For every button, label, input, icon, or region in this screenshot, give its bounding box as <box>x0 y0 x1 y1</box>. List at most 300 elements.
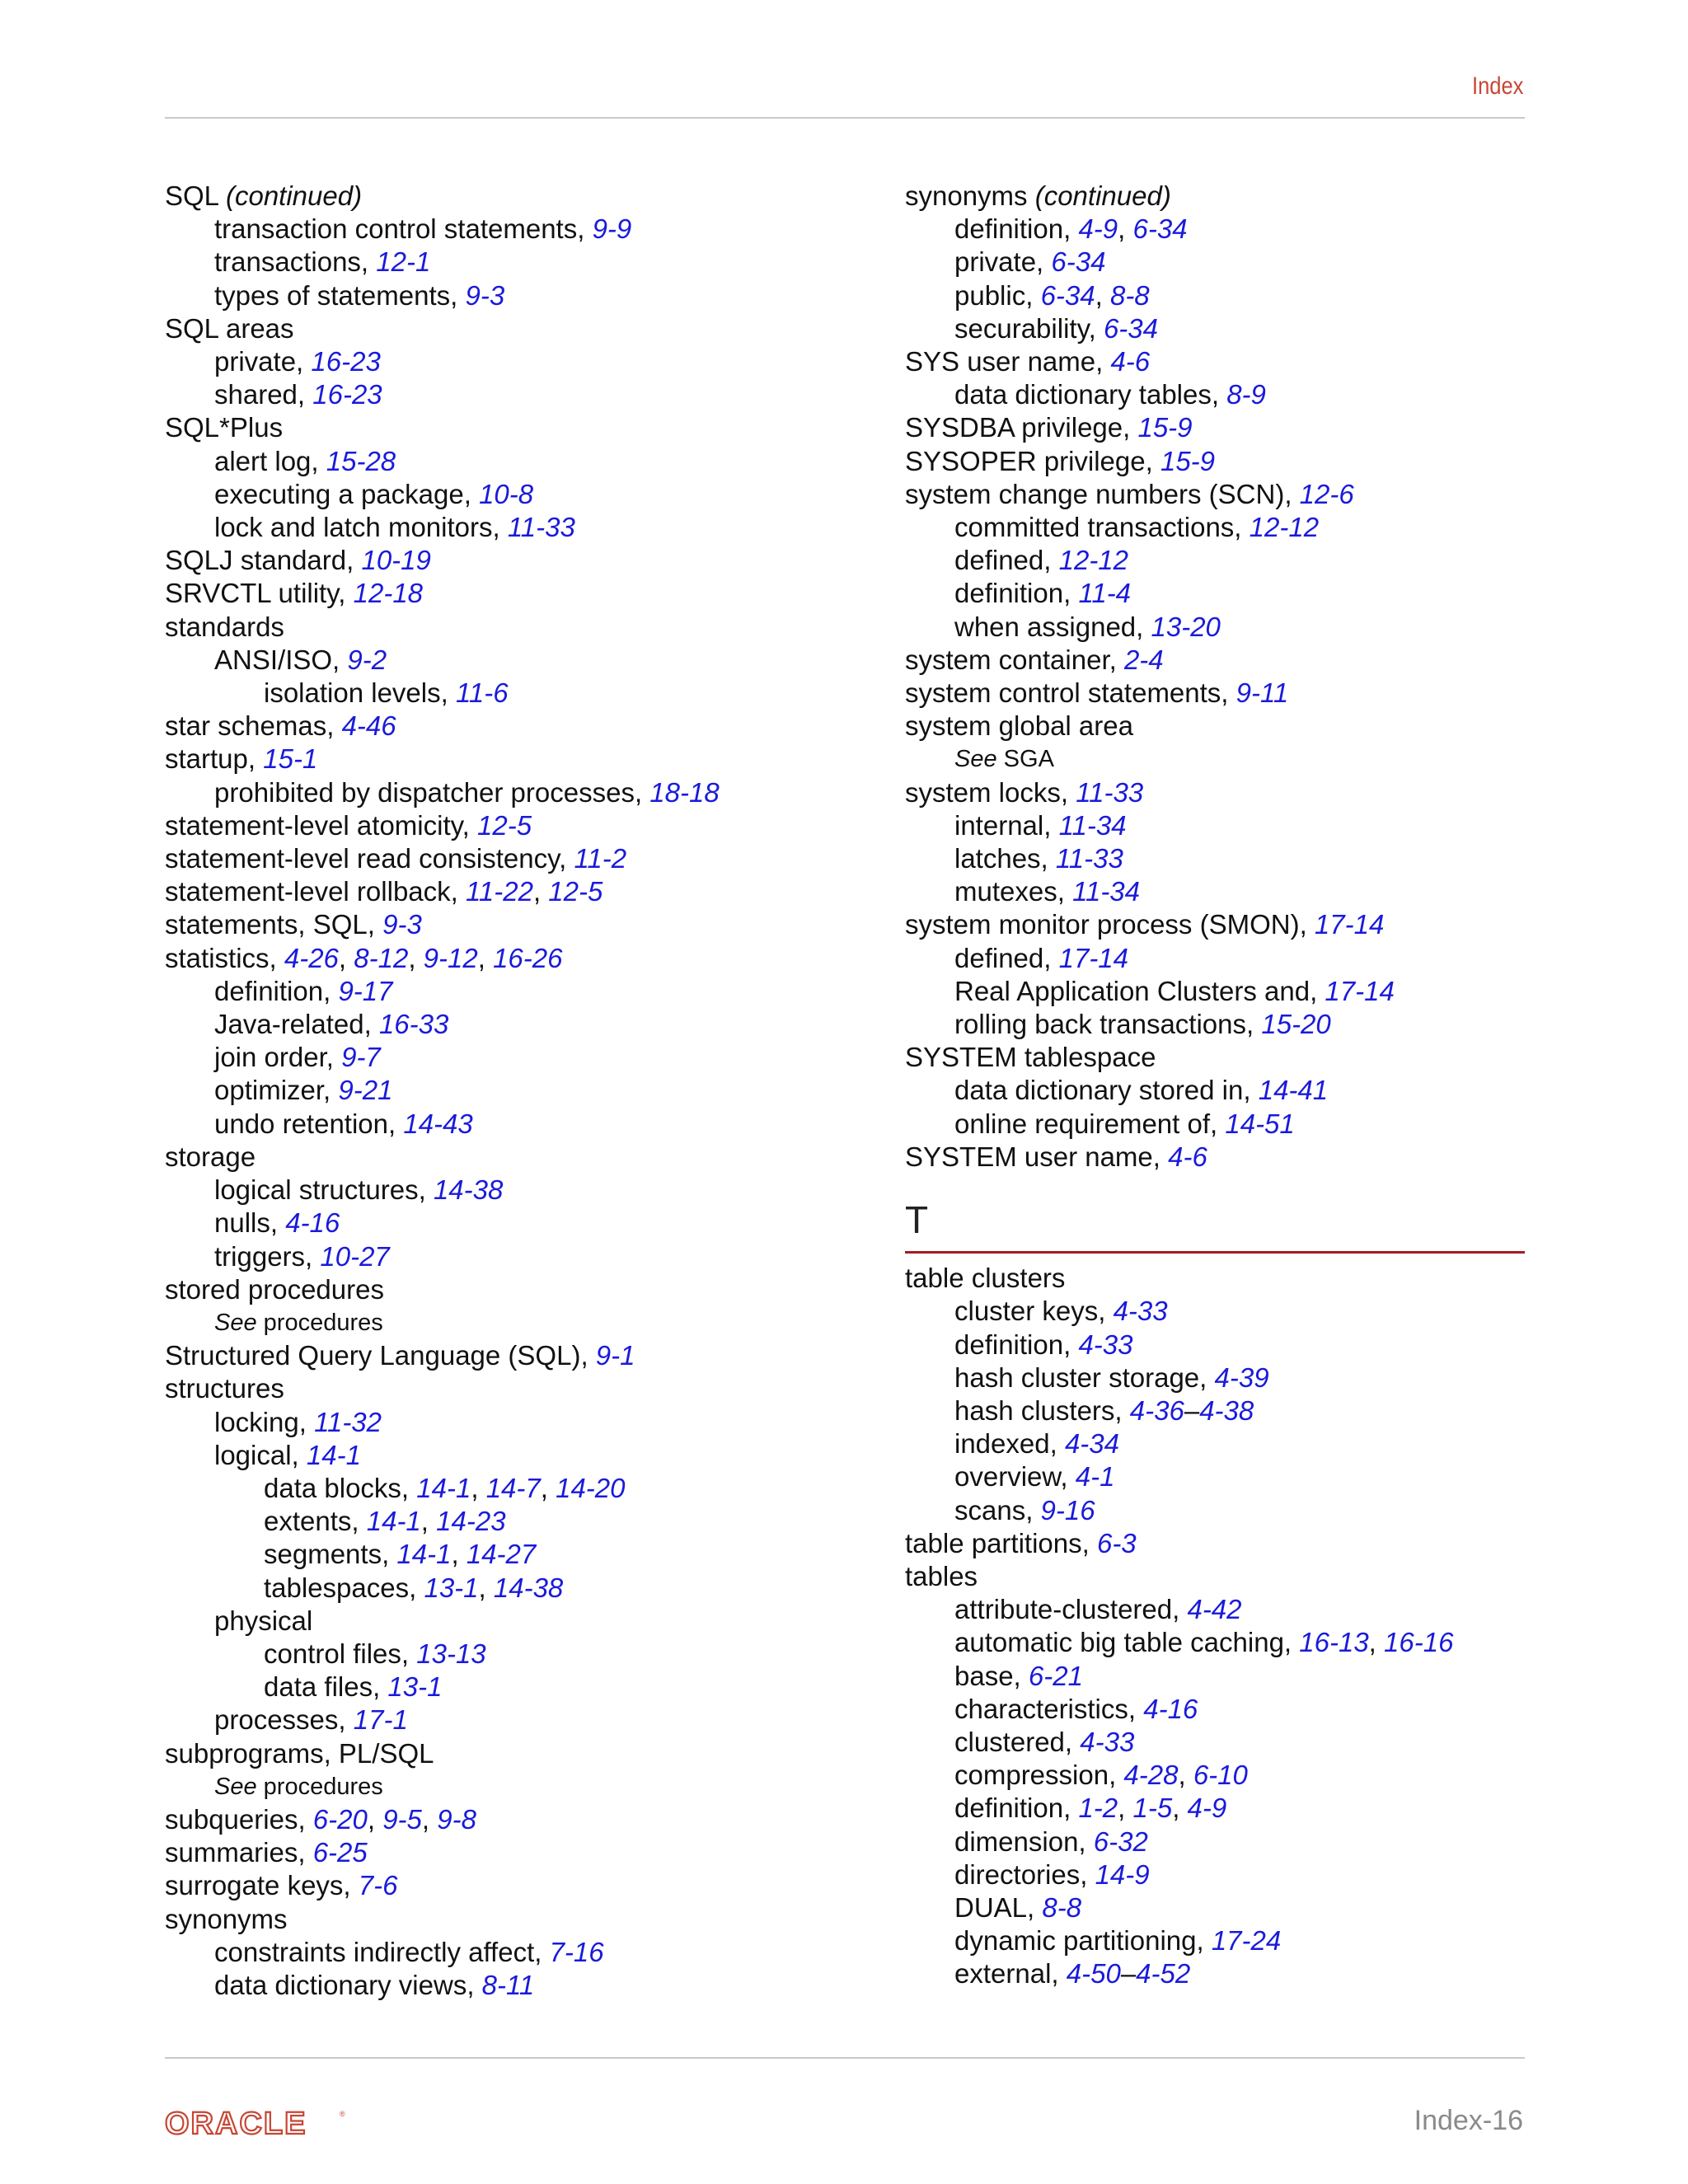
ref-separator: , <box>540 1472 556 1503</box>
index-term: system change numbers (SCN), <box>905 478 1300 509</box>
page-reference-link[interactable]: 14-7 <box>485 1472 541 1503</box>
index-term: summaries, <box>165 1837 313 1868</box>
index-term: extents, <box>264 1506 367 1537</box>
continued-label: (continued) <box>1034 180 1171 211</box>
page-reference-link[interactable]: 15-9 <box>1137 412 1193 443</box>
page-reference-link[interactable]: 8-8 <box>1109 279 1150 311</box>
index-entry <box>165 1141 808 1174</box>
index-term: logical, <box>214 1439 307 1470</box>
index-term: isolation levels, <box>264 677 456 709</box>
index-entry <box>905 279 1525 312</box>
ref-separator: – <box>1184 1394 1200 1426</box>
ref-separator: , <box>421 1803 438 1835</box>
index-term: undo retention, <box>214 1108 404 1139</box>
index-term: lock and latch monitors, <box>214 512 508 543</box>
index-entry <box>165 776 808 809</box>
index-term: definition, <box>214 975 339 1006</box>
index-term: attribute-clustered, <box>954 1594 1188 1625</box>
index-entry <box>905 975 1525 1008</box>
index-entry <box>905 611 1525 644</box>
index-entry <box>165 1074 808 1107</box>
index-entry <box>165 1605 808 1638</box>
index-column-right <box>905 180 1525 1991</box>
index-entry <box>165 1936 808 1969</box>
index-entry <box>165 975 808 1008</box>
index-entry <box>165 213 808 246</box>
index-entry <box>165 1273 808 1306</box>
page-reference-link[interactable]: 6-34 <box>1103 312 1159 344</box>
page-reference-link[interactable]: 4-1 <box>1075 1461 1115 1493</box>
page-reference-link[interactable]: 11-6 <box>455 677 509 709</box>
running-header: Index <box>1471 73 1523 100</box>
index-term: SGA <box>996 746 1054 773</box>
index-entry <box>165 577 808 610</box>
index-entry <box>165 1803 808 1836</box>
page-reference-link[interactable]: 13-1 <box>424 1572 479 1603</box>
ref-separator: – <box>1120 1958 1137 1990</box>
page-reference-link[interactable]: 9-9 <box>592 213 632 245</box>
page-reference-link[interactable]: 14-1 <box>416 1472 471 1503</box>
page-reference-link[interactable]: 11-33 <box>1055 843 1123 874</box>
ref-separator: , <box>408 942 424 973</box>
index-term: control files, <box>264 1638 417 1669</box>
section-heading-t: T <box>905 1198 929 1242</box>
index-entry <box>165 1505 808 1538</box>
index-entry <box>905 1329 1525 1361</box>
index-term: data dictionary stored in, <box>954 1075 1259 1106</box>
page-reference-link[interactable]: 9-5 <box>382 1803 422 1835</box>
page-reference-link[interactable]: 9-2 <box>347 644 387 675</box>
page-reference-link[interactable]: 9-1 <box>595 1340 635 1371</box>
page-reference-link[interactable]: 6-34 <box>1132 213 1188 245</box>
page-reference-link[interactable]: 8-11 <box>481 1969 535 2000</box>
index-term: characteristics, <box>954 1693 1144 1724</box>
index-term: Java-related, <box>214 1009 379 1040</box>
index-entry <box>165 1306 808 1339</box>
page-reference-link[interactable]: 14-1 <box>306 1439 361 1470</box>
page-reference-link[interactable]: 9-21 <box>338 1075 393 1106</box>
index-entry <box>165 411 808 444</box>
page-reference-link[interactable]: 4-36 <box>1129 1394 1184 1426</box>
index-term: defined, <box>954 942 1059 973</box>
page-reference-link[interactable]: 10-8 <box>479 478 534 509</box>
index-term: table partitions, <box>905 1527 1097 1558</box>
index-entry <box>165 1770 808 1803</box>
page-reference-link[interactable]: 11-34 <box>1058 809 1127 841</box>
index-term: transaction control statements, <box>214 213 593 245</box>
page-reference-link[interactable]: 4-28 <box>1123 1760 1179 1791</box>
svg-text:®: ® <box>340 2110 345 2118</box>
index-term: overview, <box>954 1461 1076 1493</box>
page-reference-link[interactable]: 4-9 <box>1187 1793 1227 1824</box>
index-term: dynamic partitioning, <box>954 1925 1212 1957</box>
page-reference-link[interactable]: 6-10 <box>1193 1760 1248 1791</box>
index-term: segments, <box>264 1539 397 1570</box>
index-term: structures <box>165 1373 284 1404</box>
page-reference-link[interactable]: 16-23 <box>312 379 382 410</box>
index-entry <box>905 544 1525 577</box>
index-term: statement-level atomicity, <box>165 809 478 841</box>
page-reference-link[interactable]: 11-33 <box>1076 776 1144 808</box>
page-reference-link[interactable]: 14-20 <box>556 1472 626 1503</box>
page-reference-link[interactable]: 17-14 <box>1314 909 1385 940</box>
index-entry <box>905 1593 1525 1626</box>
page-reference-link[interactable]: 1-2 <box>1078 1793 1118 1824</box>
page-reference-link[interactable]: 9-16 <box>1040 1494 1095 1526</box>
page-reference-link[interactable]: 15-9 <box>1160 445 1216 476</box>
page-reference-link[interactable]: 4-16 <box>285 1207 340 1239</box>
ref-separator: , <box>1118 213 1133 245</box>
page-reference-link[interactable]: 4-34 <box>1064 1428 1119 1460</box>
page-reference-link[interactable]: 10-19 <box>361 545 431 576</box>
index-term: tables <box>905 1560 978 1591</box>
index-term: data files, <box>264 1671 388 1703</box>
ref-separator: , <box>477 942 494 973</box>
index-entry <box>165 1406 808 1439</box>
page-reference-link[interactable]: 8-12 <box>354 942 409 973</box>
index-entry <box>905 1527 1525 1560</box>
index-term: data blocks, <box>264 1472 417 1503</box>
index-entry <box>905 577 1525 610</box>
index-term: defined, <box>954 545 1059 576</box>
index-entry <box>905 842 1525 875</box>
index-entry <box>905 1626 1525 1659</box>
index-entry <box>165 1903 808 1936</box>
page-reference-link[interactable]: 4-16 <box>1143 1693 1198 1724</box>
page-reference-link[interactable]: 13-1 <box>387 1671 443 1703</box>
index-term: mutexes, <box>954 876 1073 907</box>
index-term: triggers, <box>214 1240 321 1272</box>
index-term: SQLJ standard, <box>165 545 362 576</box>
index-term: SYS user name, <box>905 346 1111 377</box>
page-reference-link[interactable]: 14-1 <box>366 1506 421 1537</box>
page-reference-link[interactable]: 8-8 <box>1042 1891 1082 1923</box>
page-reference-link[interactable]: 4-26 <box>284 942 339 973</box>
see-reference-label: See <box>214 1773 257 1800</box>
page-reference-link[interactable]: 4-33 <box>1113 1296 1168 1327</box>
page-reference-link[interactable]: 17-24 <box>1211 1925 1282 1957</box>
page-reference-link[interactable]: 16-26 <box>493 942 563 973</box>
page-reference-link[interactable]: 18-18 <box>649 776 720 808</box>
index-term: processes, <box>214 1704 354 1736</box>
index-entry <box>165 809 808 842</box>
page-reference-link[interactable]: 9-3 <box>382 909 422 940</box>
index-group-s-continued <box>905 180 1525 1174</box>
page-reference-link[interactable]: 8-9 <box>1226 379 1266 410</box>
page-reference-link[interactable]: 9-3 <box>465 279 505 311</box>
page-reference-link[interactable]: 11-2 <box>574 843 627 874</box>
index-term: subprograms, PL/SQL <box>165 1737 434 1769</box>
index-term: statistics, <box>165 942 284 973</box>
page-reference-link[interactable]: 4-46 <box>341 710 396 742</box>
index-entry <box>905 1825 1525 1858</box>
index-term: join order, <box>214 1042 342 1073</box>
page-reference-link[interactable]: 12-5 <box>477 809 532 841</box>
page-reference-link[interactable]: 14-38 <box>493 1572 564 1603</box>
index-term: statement-level read consistency, <box>165 843 574 874</box>
page-reference-link[interactable]: 14-1 <box>396 1539 452 1570</box>
index-entry <box>165 1041 808 1074</box>
index-entry <box>165 1671 808 1704</box>
index-term: optimizer, <box>214 1075 339 1106</box>
page-reference-link[interactable]: 9-12 <box>423 942 478 973</box>
page-reference-link[interactable]: 14-27 <box>466 1539 537 1570</box>
index-entry <box>165 1836 808 1869</box>
index-term: definition, <box>954 1793 1079 1824</box>
page-reference-link[interactable]: 4-52 <box>1136 1958 1191 1990</box>
index-entry <box>165 1638 808 1671</box>
index-entry <box>165 1207 808 1240</box>
index-entry <box>165 345 808 378</box>
index-term: transactions, <box>214 246 377 278</box>
index-entry <box>165 743 808 776</box>
index-term: DUAL, <box>954 1891 1043 1923</box>
index-term: data dictionary views, <box>214 1969 482 2000</box>
page-reference-link[interactable]: 14-9 <box>1095 1858 1150 1890</box>
see-reference-label: See <box>214 1309 257 1336</box>
index-term: base, <box>954 1660 1029 1691</box>
index-entry <box>905 1792 1525 1825</box>
page-reference-link[interactable]: 6-32 <box>1093 1825 1148 1857</box>
index-entry <box>165 710 808 743</box>
page-reference-link[interactable]: 6-20 <box>312 1803 368 1835</box>
index-term: when assigned, <box>954 611 1151 642</box>
page-reference-link[interactable]: 15-1 <box>263 743 318 775</box>
index-term: online requirement of, <box>954 1108 1226 1139</box>
index-term: directories, <box>954 1858 1095 1890</box>
index-entry <box>905 378 1525 411</box>
index-term: hash cluster storage, <box>954 1361 1215 1393</box>
page-reference-link[interactable]: 6-25 <box>312 1837 368 1868</box>
page-reference-link[interactable]: 11-32 <box>314 1406 382 1437</box>
ref-separator: , <box>451 1539 467 1570</box>
page-reference-link[interactable]: 9-8 <box>437 1803 476 1835</box>
page-reference-link[interactable]: 4-39 <box>1214 1361 1269 1393</box>
index-entry <box>165 1869 808 1902</box>
index-term: procedures <box>256 1309 383 1336</box>
index-term: alert log, <box>214 445 326 476</box>
index-entry <box>165 312 808 345</box>
index-entry <box>165 544 808 577</box>
index-term: statements, SQL, <box>165 909 383 940</box>
index-entry <box>165 908 808 941</box>
page-reference-link[interactable]: 12-18 <box>353 578 424 609</box>
page-reference-link[interactable]: 13-20 <box>1151 611 1221 642</box>
ref-separator: , <box>471 1472 486 1503</box>
page-reference-link[interactable]: 4-33 <box>1080 1726 1135 1757</box>
header-rule <box>165 117 1525 119</box>
index-entry <box>165 478 808 511</box>
page-reference-link[interactable]: 6-34 <box>1040 279 1095 311</box>
index-term: latches, <box>954 843 1056 874</box>
page-reference-link[interactable]: 4-6 <box>1110 346 1151 377</box>
ref-separator: , <box>1368 1627 1385 1658</box>
page-reference-link[interactable]: 12-6 <box>1299 478 1354 509</box>
page-reference-link[interactable]: 4-50 <box>1066 1958 1121 1990</box>
index-entry <box>905 1008 1525 1041</box>
index-term: clustered, <box>954 1726 1081 1757</box>
index-entry <box>905 875 1525 908</box>
index-entry <box>165 1472 808 1505</box>
index-term: SYSTEM tablespace <box>905 1042 1156 1073</box>
page-reference-link[interactable]: 14-23 <box>436 1506 506 1537</box>
index-term: statement-level rollback, <box>165 876 466 907</box>
ref-separator: , <box>1118 1793 1133 1824</box>
page-reference-link[interactable]: 9-17 <box>338 975 393 1006</box>
index-term: prohibited by dispatcher processes, <box>214 776 650 808</box>
oracle-logo-text: ORACLE <box>165 2107 307 2139</box>
page-reference-link[interactable]: 4-38 <box>1199 1394 1254 1426</box>
index-entry <box>905 1141 1525 1174</box>
page-reference-link[interactable]: 16-33 <box>378 1009 449 1040</box>
index-entry <box>905 312 1525 345</box>
page-reference-link[interactable]: 11-34 <box>1072 876 1141 907</box>
page-reference-link[interactable]: 14-51 <box>1225 1108 1295 1139</box>
page-reference-link[interactable]: 17-14 <box>1325 975 1395 1006</box>
index-term: synonyms <box>165 1903 288 1934</box>
page-reference-link[interactable]: 2-4 <box>1123 644 1164 675</box>
index-entry <box>905 345 1525 378</box>
index-term: private, <box>214 346 312 377</box>
page-reference-link[interactable]: 14-41 <box>1258 1075 1329 1106</box>
page-reference-link[interactable]: 11-22 <box>465 876 533 907</box>
index-term: external, <box>954 1958 1067 1990</box>
page-reference-link[interactable]: 6-34 <box>1051 246 1106 278</box>
index-entry <box>905 677 1525 710</box>
oracle-logo <box>165 2107 346 2144</box>
ref-separator: , <box>420 1506 437 1537</box>
continued-label: (continued) <box>225 180 363 211</box>
index-term: startup, <box>165 743 264 775</box>
index-term: table clusters <box>905 1263 1066 1294</box>
index-term: Structured Query Language (SQL), <box>165 1340 596 1371</box>
page-reference-link[interactable]: 7-6 <box>358 1870 398 1901</box>
index-term: stored procedures <box>165 1273 384 1305</box>
ref-separator: , <box>1095 279 1110 311</box>
page-reference-link[interactable]: 9-11 <box>1236 677 1289 709</box>
index-entry <box>905 1074 1525 1107</box>
index-term: SQL <box>165 180 226 211</box>
index-entry <box>905 445 1525 478</box>
index-term: SYSOPER privilege, <box>905 445 1160 476</box>
page-reference-link[interactable]: 4-33 <box>1078 1329 1133 1360</box>
index-term: subqueries, <box>165 1803 313 1835</box>
index-entry <box>905 1427 1525 1460</box>
index-term: surrogate keys, <box>165 1870 359 1901</box>
index-term: dimension, <box>954 1825 1094 1857</box>
index-entry <box>905 246 1525 279</box>
page-reference-link[interactable]: 12-12 <box>1058 545 1129 576</box>
index-entry <box>905 1957 1525 1990</box>
index-term: indexed, <box>954 1428 1065 1460</box>
index-term: SYSTEM user name, <box>905 1141 1169 1172</box>
index-entry <box>165 1339 808 1372</box>
index-entry <box>165 279 808 312</box>
index-entry <box>905 1660 1525 1693</box>
page-reference-link[interactable]: 11-4 <box>1078 578 1132 609</box>
index-term: hash clusters, <box>954 1394 1130 1426</box>
page-reference-link[interactable]: 1-5 <box>1132 1793 1173 1824</box>
index-entry <box>905 743 1525 776</box>
index-term: SYSDBA privilege, <box>905 412 1138 443</box>
index-entry <box>165 842 808 875</box>
page-reference-link[interactable]: 15-20 <box>1261 1009 1331 1040</box>
page-reference-link[interactable]: 4-9 <box>1078 213 1118 245</box>
page-reference-link[interactable]: 4-6 <box>1168 1141 1207 1172</box>
page-reference-link[interactable]: 16-23 <box>311 346 381 377</box>
page-reference-link[interactable]: 12-1 <box>376 246 431 278</box>
ref-separator: , <box>532 876 549 907</box>
index-entry <box>905 213 1525 246</box>
page-reference-link[interactable]: 12-5 <box>548 876 603 907</box>
index-term: synonyms <box>905 180 1035 211</box>
page-reference-link[interactable]: 17-1 <box>353 1704 408 1736</box>
index-entry <box>905 1361 1525 1394</box>
page-reference-link[interactable]: 17-14 <box>1058 942 1129 973</box>
page-reference-link[interactable]: 13-13 <box>416 1638 486 1669</box>
index-entry <box>905 1262 1525 1295</box>
index-term: automatic big table caching, <box>954 1627 1300 1658</box>
page-reference-link[interactable]: 4-42 <box>1187 1594 1242 1625</box>
index-column-left <box>165 180 808 2002</box>
page-reference-link[interactable]: 16-16 <box>1384 1627 1454 1658</box>
footer-rule <box>165 2057 1525 2059</box>
page-reference-link[interactable]: 15-28 <box>326 445 396 476</box>
index-term: securability, <box>954 312 1104 344</box>
index-term: system global area <box>905 710 1133 742</box>
index-entry <box>905 1560 1525 1593</box>
page-reference-link[interactable]: 6-3 <box>1096 1527 1137 1558</box>
index-term: ANSI/ISO, <box>214 644 348 675</box>
index-term: system locks, <box>905 776 1076 808</box>
index-entry <box>905 1494 1525 1527</box>
index-entry <box>905 809 1525 842</box>
page-reference-link[interactable]: 12-12 <box>1249 512 1320 543</box>
ref-separator: , <box>1178 1760 1193 1791</box>
index-term: physical <box>214 1605 313 1636</box>
index-term: star schemas, <box>165 710 342 742</box>
index-entry <box>905 1394 1525 1427</box>
page-reference-link[interactable]: 14-43 <box>403 1108 473 1139</box>
page-reference-link[interactable]: 16-13 <box>1299 1627 1369 1658</box>
index-term: shared, <box>214 379 313 410</box>
index-term: types of statements, <box>214 279 466 311</box>
index-term: compression, <box>954 1760 1124 1791</box>
index-entry <box>165 378 808 411</box>
index-entry <box>905 180 1525 213</box>
page-reference-link[interactable]: 9-7 <box>341 1042 381 1073</box>
index-term: definition, <box>954 213 1079 245</box>
index-term: executing a package, <box>214 478 480 509</box>
index-entry <box>165 445 808 478</box>
page-reference-link[interactable]: 6-21 <box>1028 1660 1083 1691</box>
page-reference-link[interactable]: 10-27 <box>320 1240 390 1272</box>
page-reference-link[interactable]: 11-33 <box>507 512 575 543</box>
page-reference-link[interactable]: 14-38 <box>433 1174 504 1206</box>
index-term: definition, <box>954 1329 1079 1360</box>
index-entry <box>165 511 808 544</box>
index-entry <box>905 644 1525 677</box>
index-term: system container, <box>905 644 1124 675</box>
see-reference-label: See <box>954 746 997 773</box>
index-term: scans, <box>954 1494 1041 1526</box>
index-entry <box>905 411 1525 444</box>
index-entry <box>165 1439 808 1472</box>
page-reference-link[interactable]: 7-16 <box>549 1936 604 1967</box>
index-entry <box>905 1460 1525 1493</box>
index-entry <box>905 1295 1525 1328</box>
index-entry <box>905 776 1525 809</box>
